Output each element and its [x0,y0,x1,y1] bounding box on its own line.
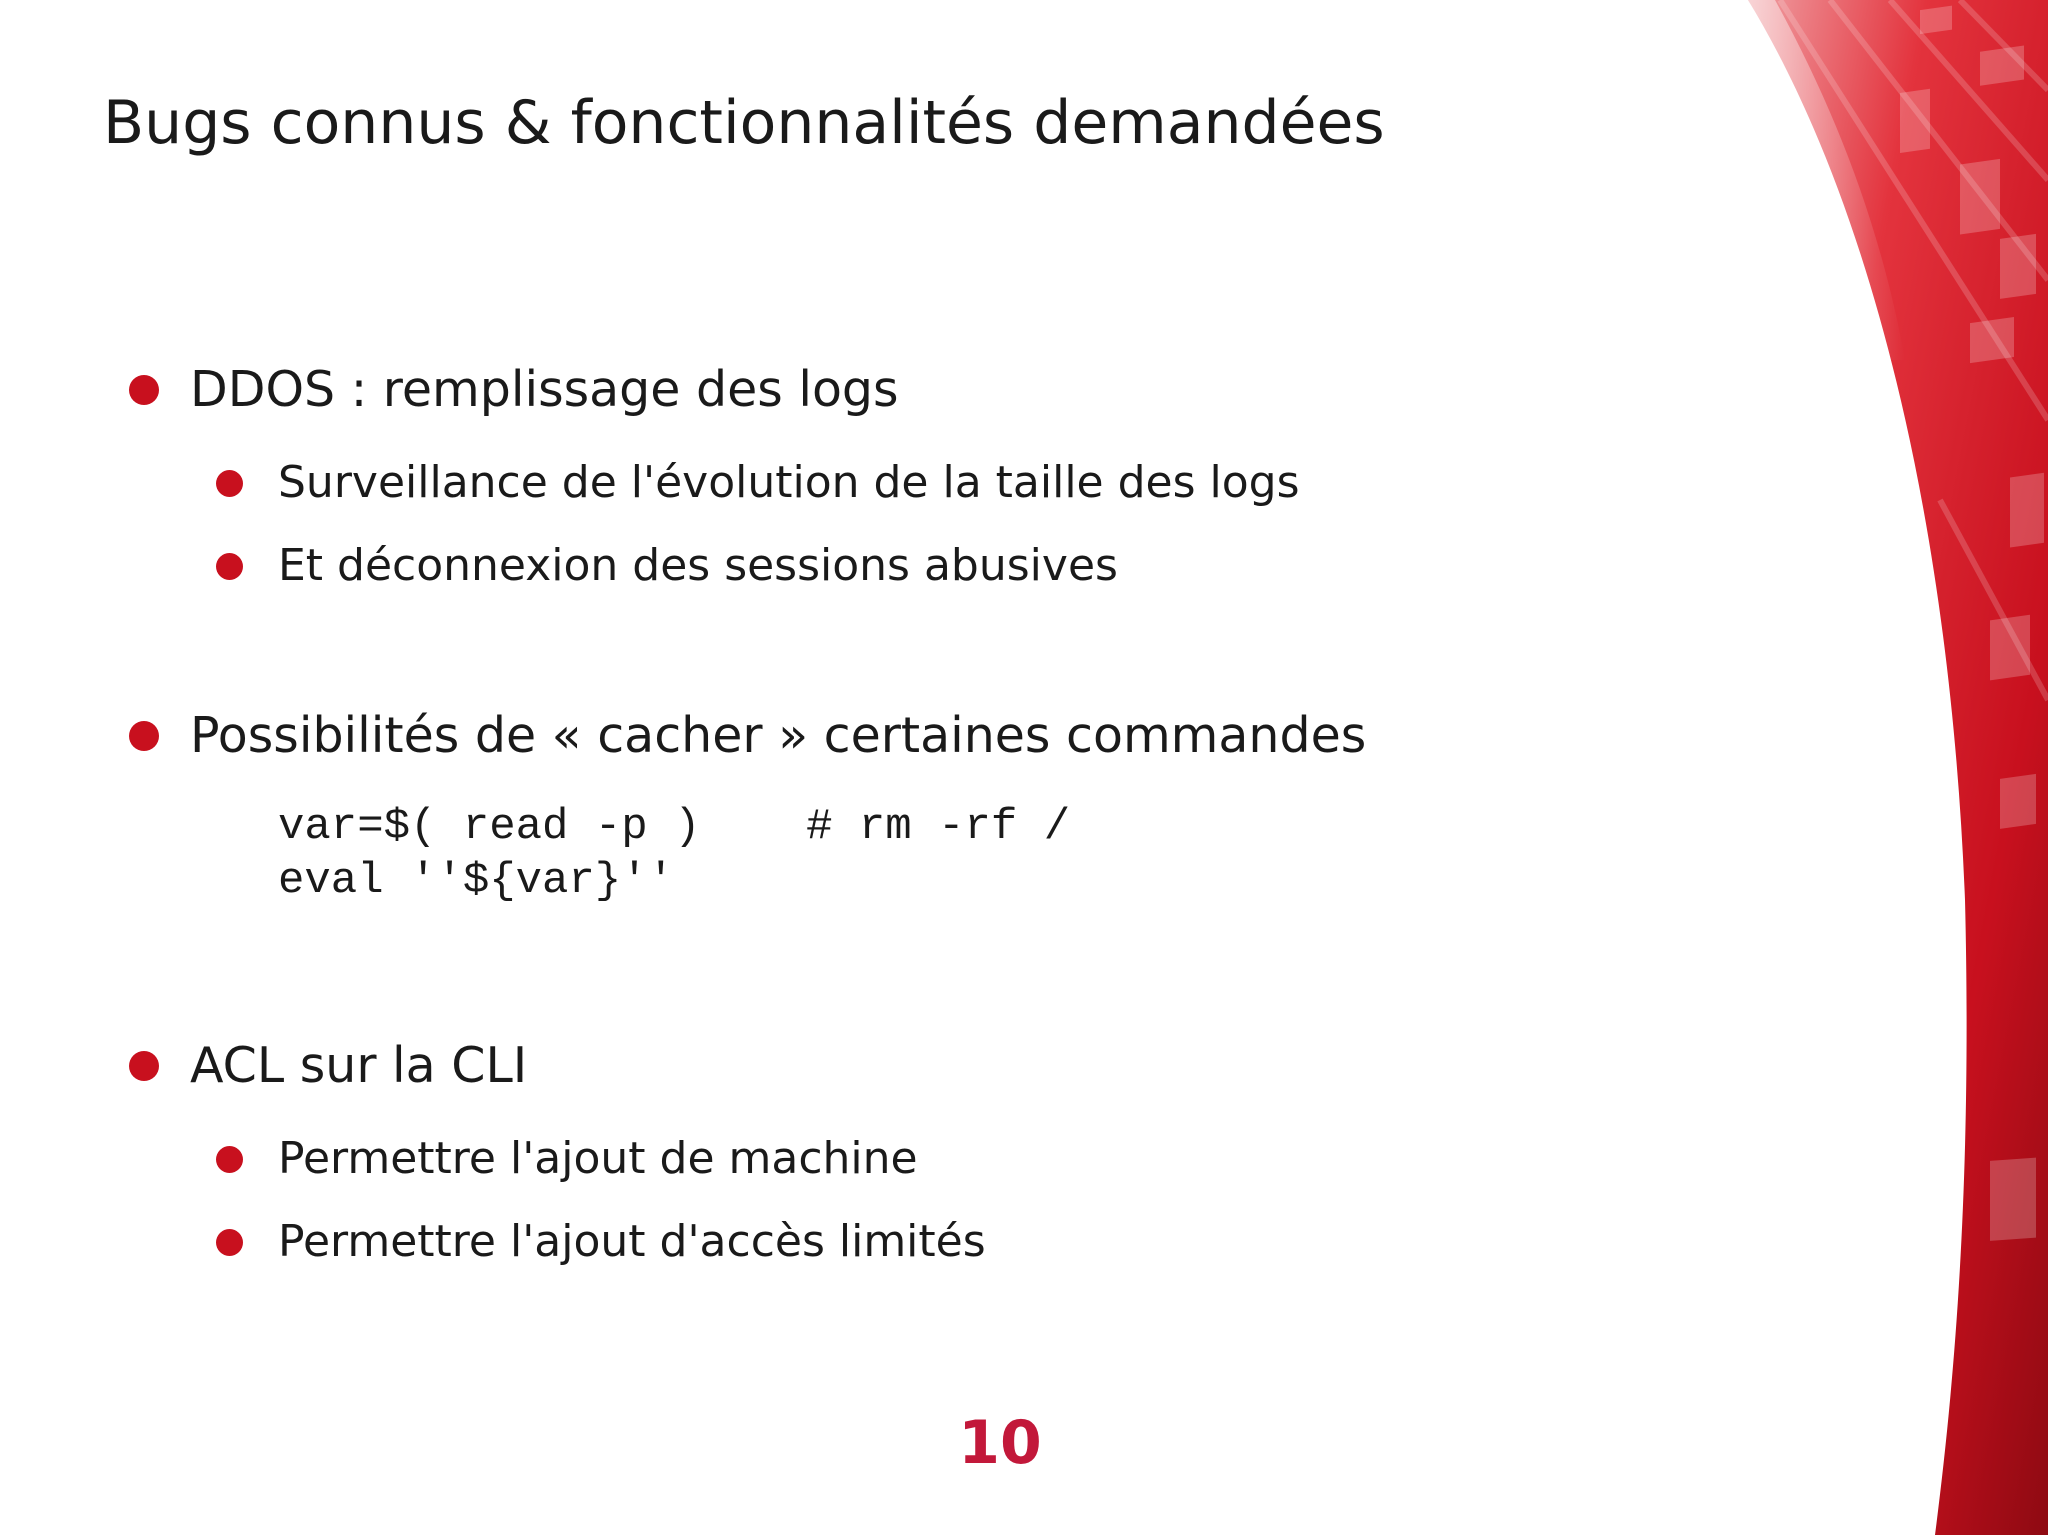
bullet-acl-cli [190,1036,527,1096]
bullet-hide-commands [190,706,1366,766]
bullet-dot-icon [216,470,243,497]
bullet-dot-icon [216,1229,243,1256]
subbullet-session-disconnect [278,539,1118,593]
subbullet-log-monitoring [278,456,1300,510]
subbullet-label: Permettre l'ajout de machine [278,1133,918,1184]
bullet-dot-icon [216,1146,243,1173]
bullet-dot-icon [129,721,159,751]
subbullet-label: Permettre l'ajout d'accès limités [278,1216,986,1267]
subbullet-label: Et déconnexion des sessions abusives [278,540,1118,591]
slide-title: Bugs connus & fonctionnalités demandées [103,88,1385,158]
bullet-ddos [190,360,899,420]
subbullet-add-machine [278,1132,918,1186]
bullet-label: ACL sur la CLI [190,1037,528,1094]
code-block [278,800,1070,908]
bullet-label: DDOS : remplissage des logs [190,361,899,418]
subbullet-limited-access [278,1215,986,1269]
bullet-dot-icon [129,375,159,405]
bullet-dot-icon [216,553,243,580]
page-number: 10 [958,1408,1042,1478]
bullet-dot-icon [129,1051,159,1081]
code-line: eval ''${var}'' [278,856,675,906]
subbullet-label: Surveillance de l'évolution de la taille des logs [278,457,1300,508]
bullet-label: Possibilités de « cacher » certaines commandes [190,707,1367,764]
code-line: var=$( read -p ) # rm -rf / [278,802,1071,852]
